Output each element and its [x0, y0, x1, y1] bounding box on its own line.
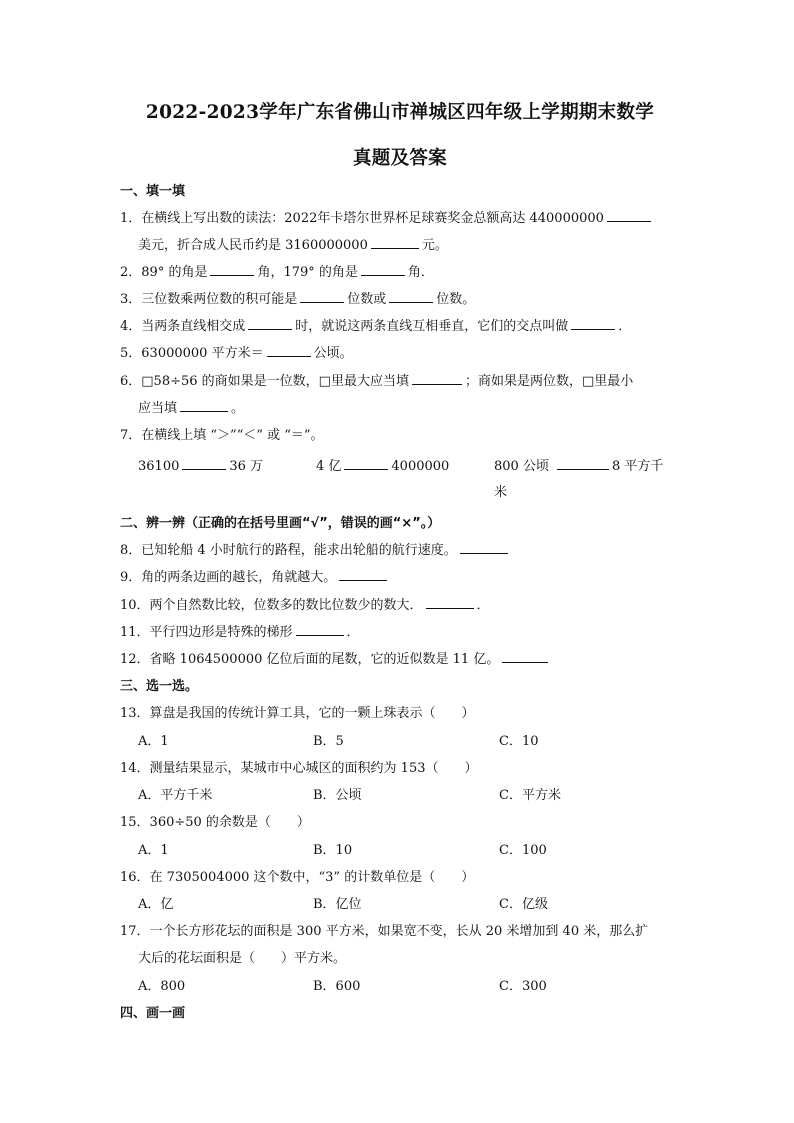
answer-blank[interactable]: [460, 541, 508, 554]
question-3-text-3: 位数。: [436, 292, 476, 307]
question-17-option-b[interactable]: B．600: [313, 979, 361, 994]
question-7-item-3-left: 800 公顷: [494, 459, 549, 474]
question-12-text: 12．省略 1064500000 亿位后面的尾数，它的近似数是 11 亿。: [120, 652, 500, 667]
question-6-continued: [138, 397, 244, 416]
question-7-item-2-left: 4 亿: [316, 459, 342, 474]
question-14-option-a[interactable]: A．平方千米: [138, 788, 213, 803]
section-heading-true-false: 二、辨一辨（正确的在括号里画“√”，错误的画“×”。）: [120, 516, 441, 531]
question-9: [120, 566, 390, 585]
question-17-option-a[interactable]: A．800: [138, 979, 186, 994]
question-16: 16．在 7305004000 这个数中，“3” 的计数单位是（ ）: [120, 870, 475, 885]
answer-blank[interactable]: [300, 290, 344, 303]
question-5: [120, 342, 353, 361]
answer-blank[interactable]: [267, 344, 311, 357]
question-15-option-c[interactable]: C．100: [499, 843, 547, 858]
question-7-item-3-right: 8 平方千: [611, 459, 664, 474]
question-10-text-2: ．: [476, 598, 490, 613]
question-11: [120, 621, 360, 640]
answer-blank[interactable]: [502, 650, 548, 663]
question-2: [120, 261, 434, 280]
question-15-option-a[interactable]: A．1: [138, 843, 169, 858]
question-15-option-b[interactable]: B．10: [313, 843, 353, 858]
question-17-option-c[interactable]: C．300: [499, 979, 547, 994]
question-8: [120, 539, 511, 558]
question-14-option-c[interactable]: C．平方米: [499, 788, 561, 803]
answer-blank[interactable]: [571, 317, 615, 330]
question-5-text-2: 公顷。: [313, 346, 353, 361]
answer-blank[interactable]: [557, 457, 609, 470]
question-14: 14．测量结果显示，某城市中心城区的面积约为 153（ ）: [120, 761, 478, 776]
question-7: 7．在横线上填 “＞”“＜” 或 “＝”。: [120, 428, 324, 443]
question-7-item-2: [316, 455, 449, 474]
question-5-text: 5．63000000 平方米＝: [120, 346, 264, 361]
question-15: 15．360÷50 的余数是（ ）: [120, 815, 310, 830]
question-7-item-1-left: 36100: [138, 459, 180, 474]
question-4: [120, 315, 631, 334]
question-9-text: 9．角的两条边画的越长，角就越大。: [120, 570, 337, 585]
question-4-text-2: 时，就说这两条直线互相垂直，它们的交点叫做: [295, 319, 569, 334]
question-7-item-1-right: 36 万: [229, 459, 264, 474]
question-13-option-a[interactable]: A．1: [138, 734, 169, 749]
question-7-item-3-continued: 米: [494, 485, 508, 500]
question-6: [120, 370, 633, 389]
answer-blank[interactable]: [426, 596, 474, 609]
question-14-option-b[interactable]: B．公顷: [313, 788, 362, 803]
question-13-option-c[interactable]: C．10: [499, 734, 539, 749]
answer-blank[interactable]: [607, 209, 651, 222]
answer-blank[interactable]: [371, 236, 419, 249]
question-12: [120, 648, 551, 667]
question-1-text-3: 元。: [421, 238, 448, 253]
question-17: 17．一个长方形花坛的面积是 300 平方米，如果宽不变，长从 20 米增加到 40 米，那么扩: [120, 924, 649, 939]
question-7-item-3: [494, 455, 663, 474]
question-11-text-2: ．: [346, 625, 360, 640]
section-heading-multiple-choice: 三、选一选。: [120, 679, 199, 694]
section-heading-drawing: 四、画一画: [120, 1006, 186, 1021]
answer-blank[interactable]: [412, 372, 462, 385]
answer-blank[interactable]: [389, 290, 433, 303]
section-heading-fill-in: 一、填一填: [120, 184, 186, 199]
answer-blank[interactable]: [248, 317, 292, 330]
answer-blank[interactable]: [344, 457, 388, 470]
question-7-item-2-right: 4000000: [391, 459, 450, 474]
question-3: [120, 288, 475, 307]
question-10-text: 10．两个自然数比较，位数多的数比位数少的数大．: [120, 598, 423, 613]
question-1-text-2: 美元，折合成人民币约是 3160000000: [138, 238, 368, 253]
question-4-text: 4．当两条直线相交成: [120, 319, 246, 334]
question-16-option-a[interactable]: A．亿: [138, 897, 174, 912]
question-6-text-4: 。: [231, 401, 245, 416]
question-10: [120, 594, 490, 613]
answer-blank[interactable]: [339, 568, 387, 581]
question-2-text: 2．89° 的角是: [120, 265, 208, 280]
question-3-text: 3．三位数乘两位数的积可能是: [120, 292, 298, 307]
question-13-option-b[interactable]: B．5: [313, 734, 344, 749]
question-6-text-2: ；商如果是两位数，□里最小: [464, 374, 634, 389]
question-16-option-c[interactable]: C．亿级: [499, 897, 548, 912]
question-13: 13．算盘是我国的传统计算工具，它的一颗上珠表示（ ）: [120, 706, 475, 721]
question-8-text: 8．已知轮船 4 小时航行的路程，能求出轮船的航行速度。: [120, 543, 457, 558]
document-title-line-1: 2022-2023学年广东省佛山市禅城区四年级上学期期末数学: [145, 102, 655, 123]
question-11-text: 11．平行四边形是特殊的梯形: [120, 625, 293, 640]
answer-blank[interactable]: [361, 263, 405, 276]
answer-blank[interactable]: [210, 263, 254, 276]
question-4-text-3: ．: [618, 319, 632, 334]
question-6-text: 6．□58÷56 的商如果是一位数，□里最大应当填: [120, 374, 409, 389]
answer-blank[interactable]: [296, 623, 344, 636]
question-7-item-1: [138, 455, 263, 474]
question-3-text-2: 位数或: [347, 292, 387, 307]
question-2-text-3: 角．: [407, 265, 434, 280]
question-2-text-2: 角，179° 的角是: [257, 265, 358, 280]
answer-blank[interactable]: [180, 399, 228, 412]
question-17-continued: 大后的花坛面积是（ ）平方米。: [138, 951, 347, 966]
question-1: [120, 207, 654, 226]
document-title-line-2: 真题及答案: [352, 148, 447, 169]
question-16-option-b[interactable]: B．亿位: [313, 897, 362, 912]
question-6-text-3: 应当填: [138, 401, 178, 416]
answer-blank[interactable]: [182, 457, 226, 470]
question-1-text: 1．在横线上写出数的读法：2022年卡塔尔世界杯足球赛奖金总额高达 440000000: [120, 211, 604, 226]
question-1-continued: [138, 234, 448, 253]
